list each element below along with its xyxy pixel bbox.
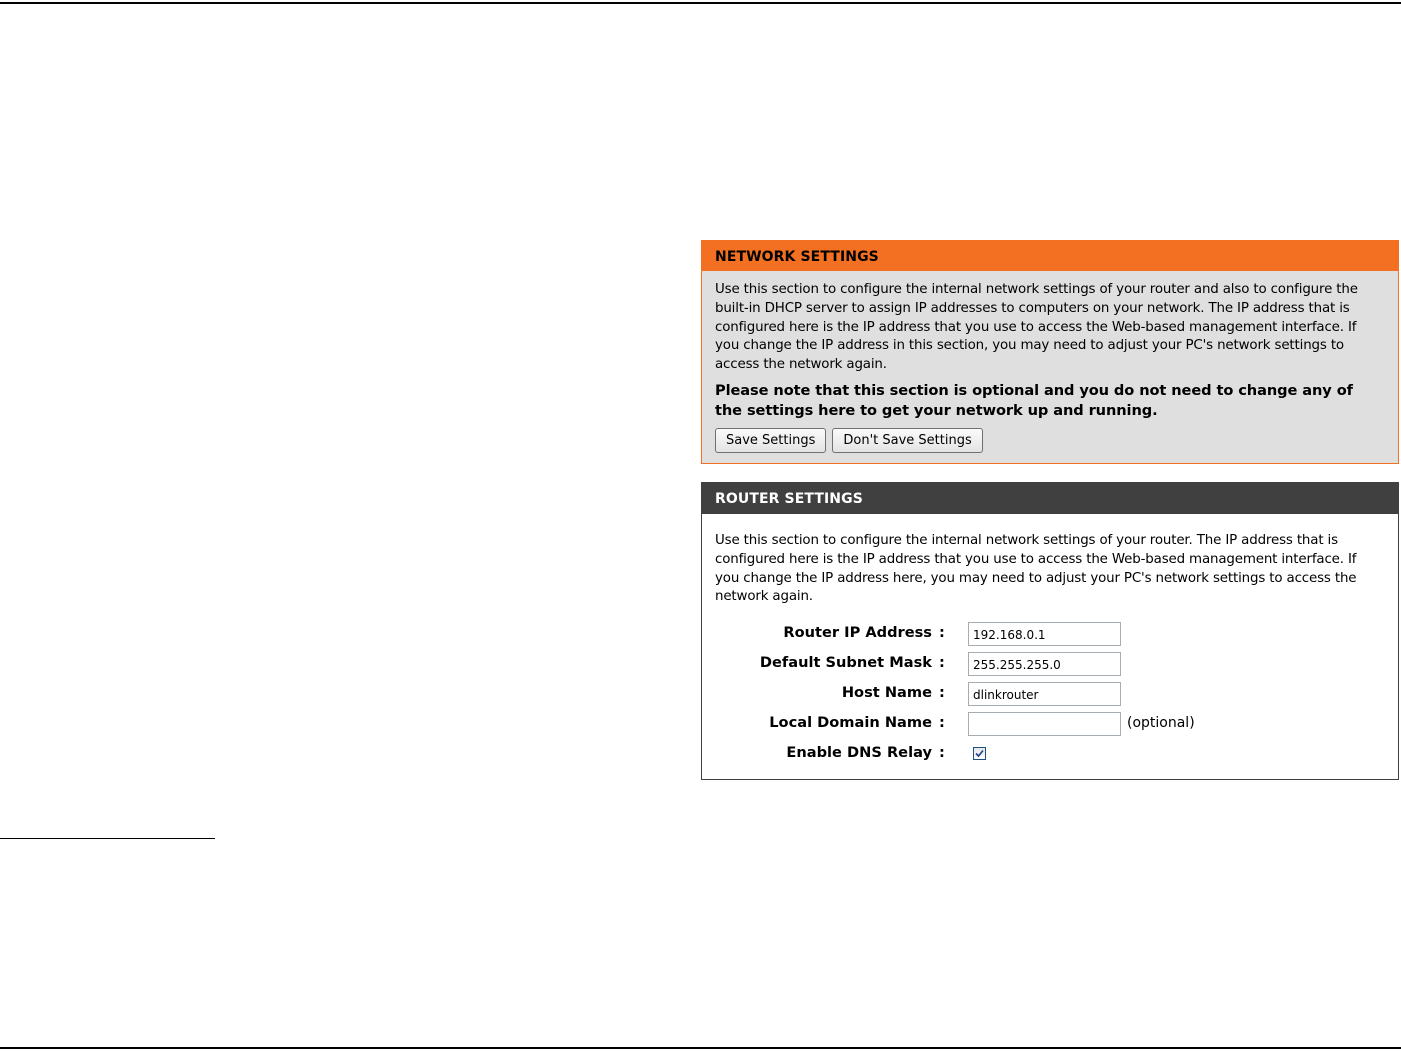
- subnet-mask-input[interactable]: [968, 652, 1121, 676]
- network-settings-title: NETWORK SETTINGS: [702, 241, 1398, 271]
- network-settings-buttons: [715, 428, 1380, 453]
- network-settings-description: Use this section to configure the internal network settings of your router and also to configure the built-in DHCP server to assign IP addresses to computers on your network. The IP address that is configured here is the IP address that you use to access the Web-based management interface. If you change the IP address in this section, you may need to adjust your PC's network settings to access the network again.: [715, 282, 1358, 373]
- local-domain-colon: :: [939, 714, 945, 732]
- router-ip-colon: :: [939, 624, 945, 642]
- router-settings-title: ROUTER SETTINGS: [702, 483, 1398, 514]
- host-name-label: Host Name: [841, 684, 932, 702]
- router-settings-form: [715, 622, 1380, 772]
- router-ip-label: Router IP Address: [783, 624, 932, 642]
- dont-save-settings-button[interactable]: Don't Save Settings: [832, 428, 982, 453]
- dns-relay-colon: :: [939, 744, 945, 762]
- subnet-mask-row: [715, 652, 1380, 682]
- bottom-rule: [0, 1047, 1401, 1049]
- top-rule: [0, 2, 1401, 4]
- network-settings-note: Please note that this section is optional and you do not need to change any of the settings here to get your network up and running.: [715, 381, 1353, 419]
- save-settings-button[interactable]: Save Settings: [715, 428, 826, 453]
- host-name-colon: :: [939, 684, 945, 702]
- checkmark-icon: [975, 749, 984, 758]
- network-settings-panel: [701, 240, 1399, 464]
- subnet-mask-colon: :: [939, 654, 945, 672]
- dns-relay-row: [715, 742, 1380, 772]
- dns-relay-label: Enable DNS Relay: [786, 744, 932, 762]
- local-domain-input[interactable]: [968, 712, 1121, 736]
- router-ip-row: [715, 622, 1380, 652]
- host-name-row: [715, 682, 1380, 712]
- dns-relay-checkbox[interactable]: [973, 747, 986, 760]
- host-name-input[interactable]: [968, 682, 1121, 706]
- footnote-rule: [0, 838, 215, 839]
- subnet-mask-label: Default Subnet Mask: [759, 654, 932, 672]
- router-settings-panel: [701, 482, 1399, 780]
- router-settings-description: Use this section to configure the internal network settings of your router. The IP address that is configured here is the IP address that you use to access the Web-based management interface. If you change the IP address here, you may need to adjust your PC's network settings to access the network again.: [715, 533, 1357, 605]
- local-domain-label: Local Domain Name: [769, 714, 932, 732]
- router-ip-input[interactable]: [968, 622, 1121, 646]
- local-domain-optional-hint: (optional): [1127, 715, 1195, 732]
- local-domain-row: [715, 712, 1380, 742]
